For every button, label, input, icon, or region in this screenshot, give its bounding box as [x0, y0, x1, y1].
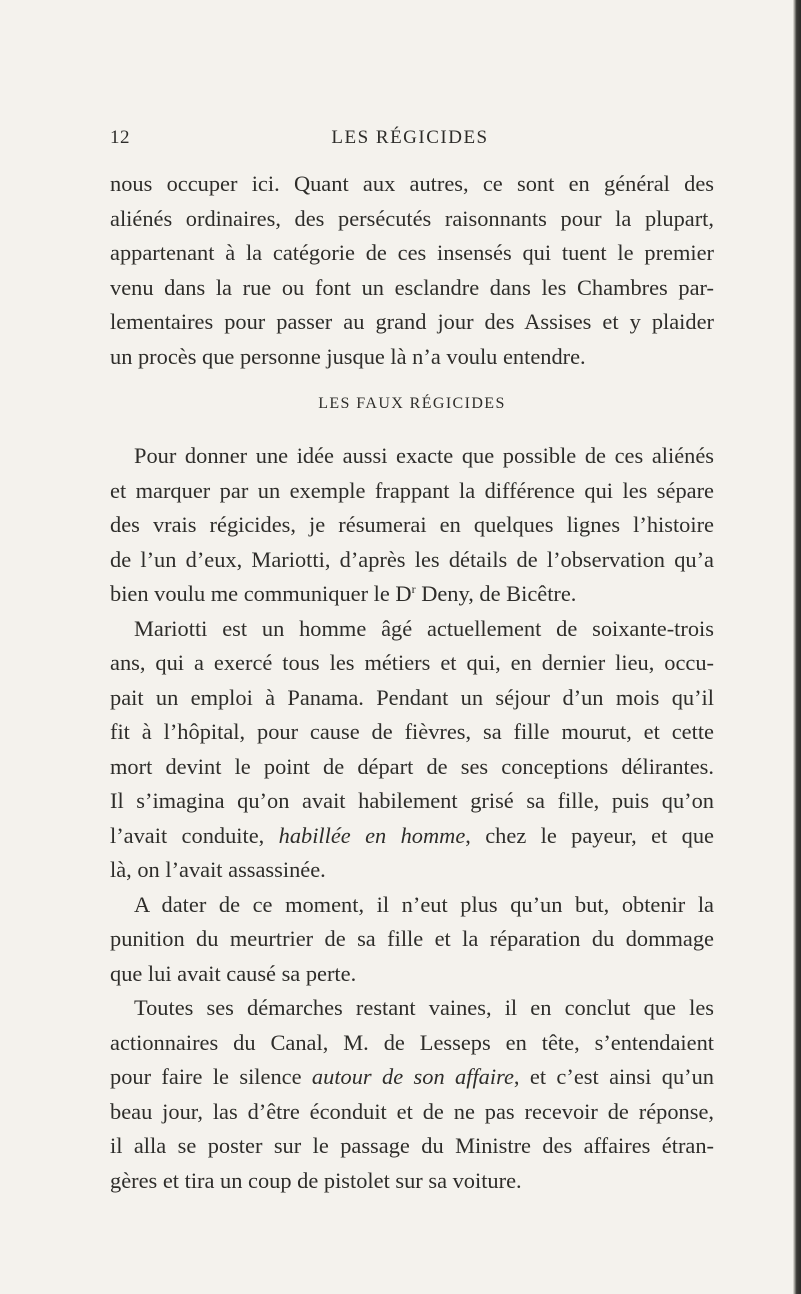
text-line — [110, 577, 714, 612]
text-line: Mariotti est un homme âgé actuellement de soixante-trois — [134, 615, 714, 641]
text-line: lementaires pour passer au grand jour des Assises et y plaider — [110, 309, 714, 334]
text-line: ans, qui a exercé tous les métiers et qui, en dernier lieu, occu- — [110, 650, 714, 675]
text-fragment: pour faire le silence — [110, 1064, 312, 1089]
italic-text: habillée en homme — [278, 822, 466, 848]
page-edge-shadow — [793, 0, 801, 1294]
text-line: des vrais régicides, je résumerai en quelques lignes l’histoire — [110, 512, 714, 537]
running-title: LES RÉGICIDES — [331, 127, 489, 148]
text-line: Pour donner une idée aussi exacte que possible de ces aliénés — [134, 443, 714, 468]
text-line: et marquer par un exemple frappant la différence qui les sépare — [110, 477, 714, 503]
text-fragment: , chez le payeur, et que — [465, 822, 714, 848]
text-line: actionnaires du Canal, M. de Lesseps en tête, s’entendaient — [110, 1029, 714, 1055]
text-line: là, on l’avait assassinée. — [110, 857, 326, 882]
italic-text: autour de son affaire — [311, 1064, 514, 1089]
text-fragment: l’avait conduite, — [110, 822, 279, 848]
body-text — [110, 439, 714, 1198]
page-number: 12 — [110, 127, 130, 148]
text-line: A dater de ce moment, il n’eut plus qu’un but, obtenir la — [134, 891, 714, 917]
text-line: de l’un d’eux, Mariotti, d’après les détails de l’observation qu’a — [110, 546, 714, 572]
text-line: que lui avait causé sa perte. — [110, 960, 357, 986]
section-title: LES FAUX RÉGICIDES — [318, 395, 506, 412]
text-line: un procès que personne jusque là n’a voulu entendre. — [110, 343, 586, 369]
text-line: gères et tira un coup de pistolet sur sa voiture. — [110, 1167, 522, 1193]
text-line: venu dans la rue ou font un esclandre dans les Chambres par- — [110, 274, 714, 300]
text-line: il alla se poster sur le passage du Ministre des affaires étran- — [110, 1133, 714, 1158]
text-line: Toutes ses démarches restant vaines, il en conclut que les — [134, 995, 714, 1020]
text-line: mort devint le point de départ de ses conceptions délirantes. — [110, 753, 714, 779]
page-header — [110, 127, 710, 155]
text-line: appartenant à la catégorie de ces insensés qui tuent le premier — [110, 240, 714, 265]
text-line: aliénés ordinaires, des persécutés raisonnants pour la plupart, — [110, 205, 714, 231]
text-line — [110, 819, 714, 854]
paragraph-1 — [110, 167, 714, 374]
text-line: Il s’imagina qu’on avait habilement grisé sa fille, puis qu’on — [110, 788, 714, 813]
superscript: r — [411, 582, 416, 596]
text-line: beau jour, las d’être éconduit et de ne pas recevoir de réponse, — [110, 1098, 714, 1124]
text-fragment: Deny, de Bicêtre. — [415, 581, 577, 606]
text-line: nous occuper ici. Quant aux autres, ce sont en général des — [110, 171, 714, 196]
text-line: punition du meurtrier de sa fille et la réparation du dommage — [110, 926, 714, 951]
text-fragment: bien voulu me communiquer le D — [110, 581, 412, 606]
text-line — [110, 1060, 714, 1095]
text-line: pait un emploi à Panama. Pendant un séjour d’un mois qu’il — [110, 684, 714, 710]
text-fragment: , et c’est ainsi qu’un — [513, 1064, 714, 1089]
text-line: fit à l’hôpital, pour cause de fièvres, sa fille mourut, et cette — [110, 719, 714, 744]
